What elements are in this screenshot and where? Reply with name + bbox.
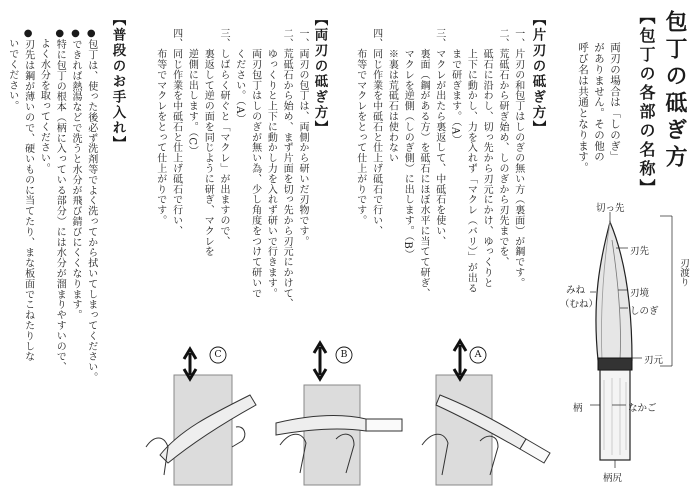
label-hamoto: 刃元 — [644, 355, 664, 366]
ryo-line: 一、両刃の包丁は、両側から研いだ刃物です。 — [296, 28, 308, 247]
ryo-line: 両刃包丁はしのぎが無い為、少し角度をつけて研いで — [249, 28, 261, 299]
kata-line: 砥石に沿わし、切っ先から刃元にかけ、ゆっくりと — [481, 28, 493, 288]
kata-line: 二、荒砥石から研ぎ始め、しのぎから刃先までを、 — [496, 28, 508, 268]
intro-line: 両刃の場合は「しのぎ」 — [609, 42, 621, 162]
figure-c — [146, 349, 256, 485]
care-line: よく水分を取ってください。 — [38, 28, 50, 174]
figure-label-c: C — [214, 349, 222, 360]
care-line: ●できれば熱湯などで洗うと水分が飛び錆びにくくなります。 — [69, 28, 81, 321]
sharpening-figures — [140, 335, 560, 494]
label-shinogi: しのぎ — [630, 306, 659, 317]
label-mune: みね — [566, 285, 586, 296]
kata-header: 【片刃の砥ぎ方】 — [529, 12, 546, 136]
ryo-line: 四、同じ作業を中砥石と仕上げ砥石で行い、 — [170, 28, 182, 236]
label-nakago: なかご — [628, 403, 657, 414]
care-line: ●刃先は鋼が薄いので、硬いものに当てたり、まな板面でこねたりしな — [22, 28, 34, 362]
label-hawatari: 刃渡り — [678, 258, 689, 287]
ryo-body — [152, 28, 310, 328]
figure-label-a: A — [474, 349, 482, 360]
intro-text — [575, 42, 623, 173]
knife-bolster — [598, 358, 632, 370]
label-kissaki: 切っ先 — [596, 203, 625, 214]
kata-line: 四、同じ作業を中砥石と仕上げ砥石で行い、 — [370, 28, 382, 236]
label-e: 柄 — [573, 403, 583, 414]
ryo-line: 布等でマクレをとって仕上がりです。 — [154, 28, 166, 226]
page-title: 包丁の砥ぎ方 — [662, 10, 688, 172]
ryo-header: 【両刃の砥ぎ方】 — [311, 12, 328, 136]
label-hazakai: 刃境 — [630, 288, 650, 299]
ryo-line: 裏返して逆の面を同じように研ぎ、マクレを — [202, 28, 214, 257]
kata-line: マクレを逆側（しのぎ側）に出します。（B） — [402, 28, 414, 260]
kata-line: 一、片刃の和包丁はしのぎの無い方（裏面）が鋼です。 — [512, 28, 524, 288]
ryo-line: 三、しばらく研ぐと「マクレ」が出ますので、 — [217, 28, 229, 247]
care-body — [4, 28, 99, 468]
label-hasaki: 刃先 — [630, 246, 650, 257]
kata-line: 裏面（鋼がある方）を砥石にほぼ水平に当てて研ぎ、 — [417, 28, 429, 299]
ryo-line: ください。（A） — [233, 28, 245, 125]
kata-line: 布等でマクレをとって仕上がりです。 — [354, 28, 366, 226]
care-line: ●特に包丁の根本（柄に入っている部分）には水分が溜まりやすいので、 — [54, 28, 66, 373]
kata-line: ※裏は荒砥石は使わない — [386, 28, 398, 164]
kata-body — [352, 28, 526, 328]
kata-line: まで研ぎます。（A） — [449, 28, 461, 146]
figure-b — [276, 343, 402, 485]
figure-label-b: B — [340, 349, 348, 360]
label-ejiri: 柄尻 — [603, 473, 623, 484]
parts-subtitle: 【包丁の各部の名称】 — [637, 8, 656, 198]
care-line: ●包丁は、使った後必ず洗剤等でよく洗ってから拭いてしまってください。 — [85, 28, 97, 383]
intro-line: 呼び名は共通となります。 — [577, 42, 589, 173]
ryo-line: 逆側に出します。（C） — [186, 28, 198, 156]
ryo-line: ゆっくりと上下に動かし力を入れず研いで行きます。 — [265, 28, 277, 299]
intro-line: がありません。その他の — [593, 42, 605, 162]
care-line: いでください。 — [6, 28, 18, 112]
ryo-line: 二、荒砥石から始め、まず片面を切っ先から刃元にかけて、 — [281, 28, 293, 309]
figure-a — [422, 341, 550, 485]
kata-line: 三、マクレが出たら裏返して、中砥石を使い、 — [433, 28, 445, 247]
kata-line: 上下に動かし、力を入れず「マクレ（バリ）」が出る — [465, 28, 477, 294]
care-header: 【普段のお手入れ】 — [109, 12, 126, 152]
label-mune-reading: （むね） — [560, 299, 599, 310]
